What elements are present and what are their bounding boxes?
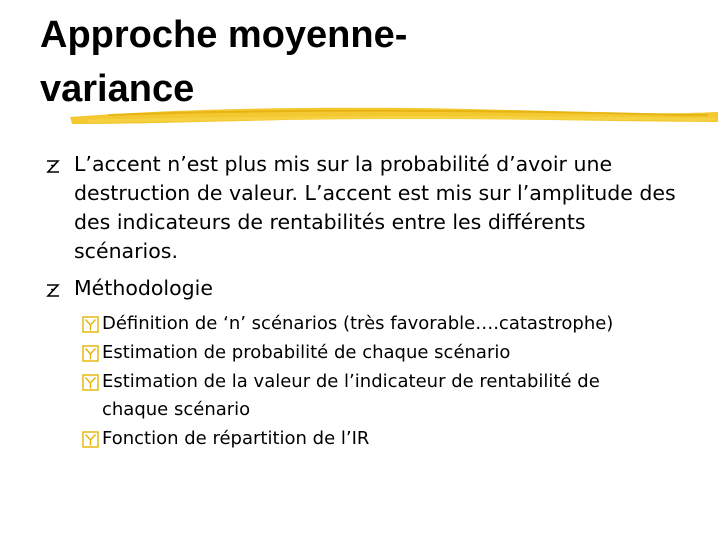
sub-bullet-item — [102, 425, 682, 453]
sub-bullet-item — [102, 368, 682, 424]
sub-bullet-text-line: Estimation de probabilité de chaque scénario — [102, 342, 511, 363]
z-bullet-icon — [44, 274, 62, 303]
checkbox-icon — [82, 368, 99, 396]
bullet-text-line: scénarios. — [74, 239, 178, 263]
slide-title-line: variance — [40, 68, 195, 110]
sub-bullet-item — [102, 310, 682, 338]
sub-bullet-text-line: chaque scénario — [102, 399, 251, 420]
checkbox-icon — [82, 310, 99, 338]
bullet-text-line: Méthodologie — [74, 276, 213, 300]
bullet-text-line: destruction de valeur. L’accent est mis sur l’amplitude — [74, 181, 633, 205]
sub-bullet-text-line: Définition de ‘n’ scénarios (très favorable….catastrophe) — [102, 313, 614, 334]
brush-underline — [68, 100, 720, 130]
checkbox-icon — [82, 425, 99, 453]
sub-bullet-text-line: Fonction de répartition de l’IR — [102, 428, 370, 449]
z-bullet-icon — [44, 150, 62, 179]
bullet-item — [44, 274, 684, 303]
checkbox-icon — [82, 339, 99, 367]
slide-title-line: Approche moyenne- — [40, 14, 408, 56]
bullet-text-line: des des indicateurs de rentabilités entre les différents — [74, 181, 676, 234]
bullet-text-line: L’accent n’est plus mis sur la probabilité d’avoir une — [74, 152, 613, 176]
sub-bullet-item — [102, 339, 682, 367]
sub-bullet-text-line: Estimation de la valeur de l’indicateur de rentabilité de — [102, 371, 600, 392]
bullet-item — [44, 150, 684, 266]
